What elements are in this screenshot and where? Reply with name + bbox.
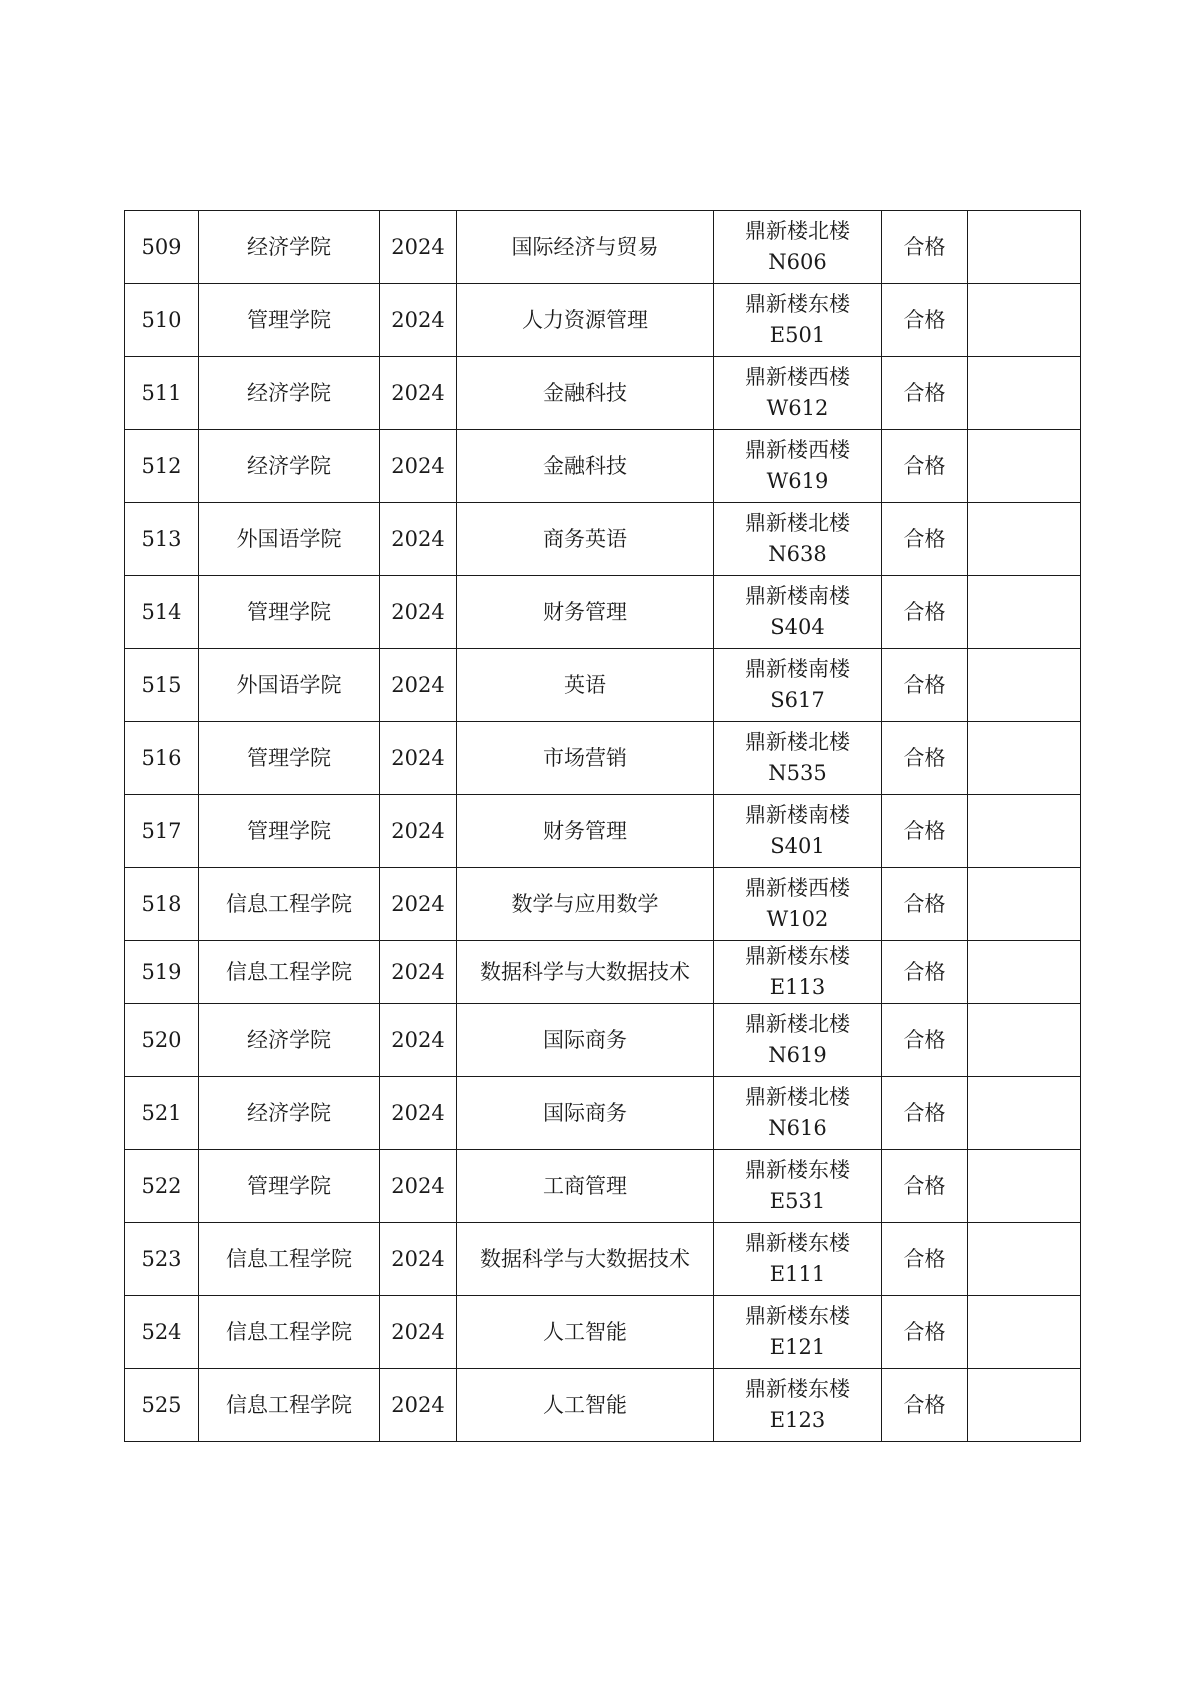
row-number: 515 [125, 649, 199, 722]
room-number: E501 [769, 323, 826, 347]
major-cell: 工商管理 [457, 1150, 714, 1223]
result-cell: 合格 [882, 211, 968, 284]
result-cell: 合格 [882, 941, 968, 1004]
building-name: 鼎新楼北楼 [745, 1012, 850, 1036]
room-number: S401 [770, 834, 825, 858]
building-name: 鼎新楼南楼 [745, 803, 850, 827]
row-number: 519 [125, 941, 199, 1004]
result-cell: 合格 [882, 868, 968, 941]
building-name: 鼎新楼东楼 [745, 944, 850, 968]
result-cell: 合格 [882, 1004, 968, 1077]
major-cell: 人力资源管理 [457, 284, 714, 357]
table-row [125, 649, 1081, 722]
result-cell: 合格 [882, 576, 968, 649]
major-cell: 数据科学与大数据技术 [457, 941, 714, 1004]
table-row [125, 941, 1081, 1004]
row-number: 521 [125, 1077, 199, 1150]
note-cell [968, 1296, 1081, 1369]
college-cell: 信息工程学院 [199, 1369, 380, 1442]
table-row [125, 1223, 1081, 1296]
room-number: E111 [769, 1262, 826, 1286]
major-cell: 国际经济与贸易 [457, 211, 714, 284]
dorm-cell [714, 284, 882, 357]
result-cell: 合格 [882, 1223, 968, 1296]
note-cell [968, 1150, 1081, 1223]
room-number: E121 [769, 1335, 826, 1359]
note-cell [968, 284, 1081, 357]
college-cell: 信息工程学院 [199, 868, 380, 941]
major-cell: 数据科学与大数据技术 [457, 1223, 714, 1296]
result-cell: 合格 [882, 503, 968, 576]
college-cell: 经济学院 [199, 357, 380, 430]
result-cell: 合格 [882, 649, 968, 722]
dorm-cell [714, 1223, 882, 1296]
college-cell: 经济学院 [199, 211, 380, 284]
dorm-cell [714, 1369, 882, 1442]
table-row [125, 211, 1081, 284]
note-cell [968, 1077, 1081, 1150]
room-number: E113 [769, 975, 826, 999]
room-number: S404 [770, 615, 825, 639]
table-row [125, 1296, 1081, 1369]
note-cell [968, 430, 1081, 503]
note-cell [968, 503, 1081, 576]
major-cell: 数学与应用数学 [457, 868, 714, 941]
dorm-cell [714, 868, 882, 941]
college-cell: 管理学院 [199, 795, 380, 868]
building-name: 鼎新楼南楼 [745, 584, 850, 608]
table-row [125, 722, 1081, 795]
building-name: 鼎新楼北楼 [745, 219, 850, 243]
row-number: 514 [125, 576, 199, 649]
building-name: 鼎新楼北楼 [745, 730, 850, 754]
table-row [125, 576, 1081, 649]
result-cell: 合格 [882, 722, 968, 795]
dorm-cell [714, 941, 882, 1004]
building-name: 鼎新楼东楼 [745, 1377, 850, 1401]
year-cell: 2024 [380, 649, 457, 722]
year-cell: 2024 [380, 1077, 457, 1150]
major-cell: 市场营销 [457, 722, 714, 795]
building-name: 鼎新楼西楼 [745, 876, 850, 900]
dorm-cell [714, 1077, 882, 1150]
table-body [125, 211, 1081, 1442]
row-number: 523 [125, 1223, 199, 1296]
building-name: 鼎新楼北楼 [745, 1085, 850, 1109]
room-number: N619 [768, 1043, 827, 1067]
room-number: N535 [768, 761, 827, 785]
room-number: W619 [766, 469, 829, 493]
table-row [125, 1004, 1081, 1077]
major-cell: 人工智能 [457, 1369, 714, 1442]
dorm-cell [714, 1004, 882, 1077]
dorm-cell [714, 1150, 882, 1223]
result-cell: 合格 [882, 1369, 968, 1442]
table-row [125, 1369, 1081, 1442]
dorm-cell [714, 1296, 882, 1369]
note-cell [968, 795, 1081, 868]
dorm-cell [714, 795, 882, 868]
college-cell: 经济学院 [199, 430, 380, 503]
dorm-cell [714, 649, 882, 722]
note-cell [968, 941, 1081, 1004]
building-name: 鼎新楼东楼 [745, 1304, 850, 1328]
year-cell: 2024 [380, 1150, 457, 1223]
note-cell [968, 1369, 1081, 1442]
note-cell [968, 357, 1081, 430]
row-number: 520 [125, 1004, 199, 1077]
row-number: 512 [125, 430, 199, 503]
note-cell [968, 722, 1081, 795]
result-cell: 合格 [882, 1296, 968, 1369]
note-cell [968, 576, 1081, 649]
note-cell [968, 1223, 1081, 1296]
major-cell: 金融科技 [457, 357, 714, 430]
table-row [125, 430, 1081, 503]
note-cell [968, 649, 1081, 722]
row-number: 511 [125, 357, 199, 430]
major-cell: 国际商务 [457, 1004, 714, 1077]
major-cell: 英语 [457, 649, 714, 722]
table-row [125, 868, 1081, 941]
year-cell: 2024 [380, 1369, 457, 1442]
result-cell: 合格 [882, 795, 968, 868]
dorm-cell [714, 503, 882, 576]
row-number: 516 [125, 722, 199, 795]
table-row [125, 1150, 1081, 1223]
result-cell: 合格 [882, 284, 968, 357]
college-cell: 管理学院 [199, 1150, 380, 1223]
table-row [125, 357, 1081, 430]
result-cell: 合格 [882, 1077, 968, 1150]
dorm-cell [714, 430, 882, 503]
result-cell: 合格 [882, 357, 968, 430]
college-cell: 外国语学院 [199, 649, 380, 722]
college-cell: 管理学院 [199, 576, 380, 649]
college-cell: 外国语学院 [199, 503, 380, 576]
row-number: 509 [125, 211, 199, 284]
room-number: N616 [768, 1116, 827, 1140]
note-cell [968, 868, 1081, 941]
year-cell: 2024 [380, 211, 457, 284]
major-cell: 财务管理 [457, 576, 714, 649]
row-number: 522 [125, 1150, 199, 1223]
room-number: N606 [768, 250, 827, 274]
building-name: 鼎新楼北楼 [745, 511, 850, 535]
table-row [125, 284, 1081, 357]
dorm-cell [714, 211, 882, 284]
row-number: 510 [125, 284, 199, 357]
year-cell: 2024 [380, 284, 457, 357]
year-cell: 2024 [380, 795, 457, 868]
row-number: 524 [125, 1296, 199, 1369]
result-cell: 合格 [882, 1150, 968, 1223]
year-cell: 2024 [380, 503, 457, 576]
result-cell: 合格 [882, 430, 968, 503]
college-cell: 经济学院 [199, 1077, 380, 1150]
note-cell [968, 211, 1081, 284]
college-cell: 信息工程学院 [199, 1296, 380, 1369]
dorm-cell [714, 357, 882, 430]
year-cell: 2024 [380, 868, 457, 941]
dorm-cell [714, 576, 882, 649]
college-cell: 管理学院 [199, 284, 380, 357]
row-number: 525 [125, 1369, 199, 1442]
college-cell: 信息工程学院 [199, 941, 380, 1004]
room-number: W102 [766, 907, 829, 931]
major-cell: 财务管理 [457, 795, 714, 868]
note-cell [968, 1004, 1081, 1077]
college-cell: 信息工程学院 [199, 1223, 380, 1296]
major-cell: 金融科技 [457, 430, 714, 503]
room-number: N638 [768, 542, 827, 566]
inspection-results-table [124, 210, 1081, 1442]
year-cell: 2024 [380, 576, 457, 649]
major-cell: 商务英语 [457, 503, 714, 576]
year-cell: 2024 [380, 1004, 457, 1077]
year-cell: 2024 [380, 1223, 457, 1296]
building-name: 鼎新楼西楼 [745, 438, 850, 462]
table-row [125, 503, 1081, 576]
college-cell: 管理学院 [199, 722, 380, 795]
table-row [125, 795, 1081, 868]
row-number: 518 [125, 868, 199, 941]
room-number: E531 [769, 1189, 826, 1213]
building-name: 鼎新楼东楼 [745, 1231, 850, 1255]
year-cell: 2024 [380, 430, 457, 503]
room-number: S617 [770, 688, 825, 712]
room-number: E123 [769, 1408, 826, 1432]
major-cell: 国际商务 [457, 1077, 714, 1150]
college-cell: 经济学院 [199, 1004, 380, 1077]
room-number: W612 [766, 396, 829, 420]
row-number: 513 [125, 503, 199, 576]
year-cell: 2024 [380, 357, 457, 430]
table-row [125, 1077, 1081, 1150]
major-cell: 人工智能 [457, 1296, 714, 1369]
building-name: 鼎新楼东楼 [745, 1158, 850, 1182]
building-name: 鼎新楼东楼 [745, 292, 850, 316]
row-number: 517 [125, 795, 199, 868]
building-name: 鼎新楼西楼 [745, 365, 850, 389]
dorm-cell [714, 722, 882, 795]
year-cell: 2024 [380, 1296, 457, 1369]
building-name: 鼎新楼南楼 [745, 657, 850, 681]
year-cell: 2024 [380, 722, 457, 795]
year-cell: 2024 [380, 941, 457, 1004]
